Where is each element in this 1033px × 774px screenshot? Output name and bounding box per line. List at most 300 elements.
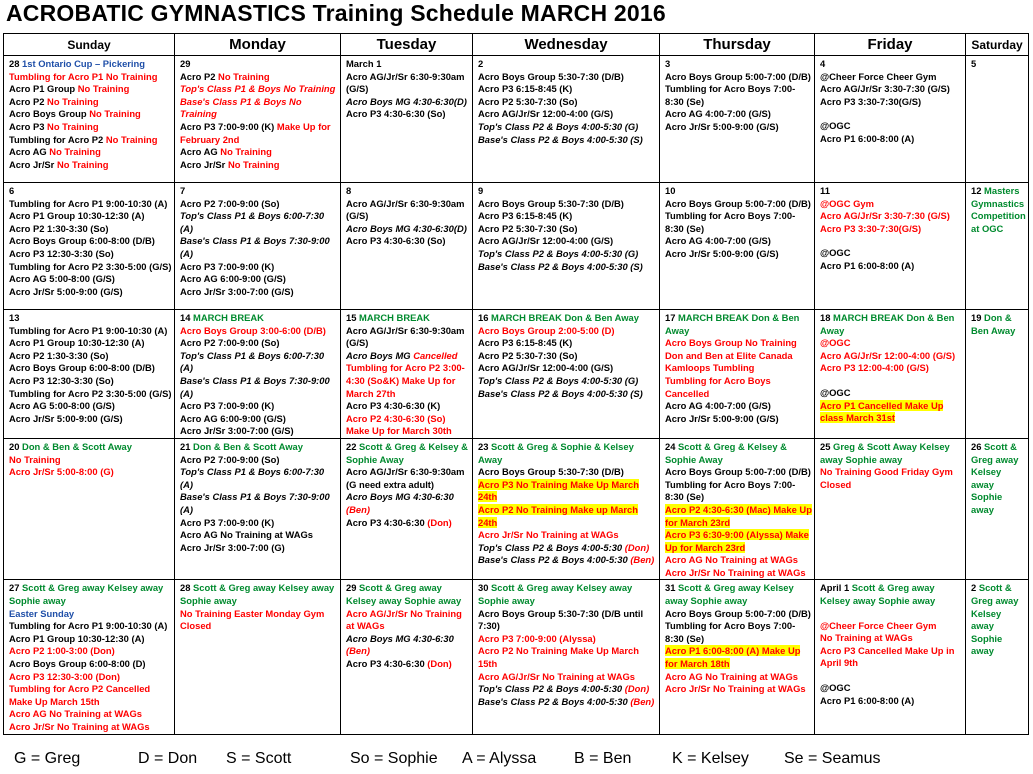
entry-text: No Training Good Friday Gym Closed — [820, 466, 953, 490]
day-cell-wednesday — [473, 438, 660, 580]
entry-text: 27 — [9, 582, 23, 594]
entry-text: Acro AG/Jr/Sr 12:00-4:00 (G/S) — [478, 108, 614, 120]
coach-legend — [14, 750, 884, 768]
entry-text: Acro Jr/Sr — [9, 158, 57, 170]
schedule-entry — [478, 198, 657, 211]
day-number-line — [820, 185, 963, 198]
entry-text: Base's Class P1 & Boys 7:30-9:00 (A) — [180, 235, 330, 259]
schedule-entry — [180, 235, 338, 260]
entry-text: No Training — [9, 453, 61, 465]
legend-item: D = Don — [138, 750, 198, 767]
entry-text: 4 — [820, 58, 826, 69]
entry-text: Acro AG/Jr/Sr — [478, 670, 543, 682]
schedule-entry — [180, 159, 338, 172]
week-row — [4, 310, 1029, 439]
schedule-entry — [820, 350, 963, 363]
day-number-line — [9, 441, 172, 454]
schedule-entry — [9, 223, 172, 236]
day-cell-sunday — [4, 56, 175, 183]
entry-text: Base's Class P2 & Boys 4:00-5:30 (S) — [478, 133, 643, 145]
day-number-line — [820, 582, 963, 607]
entry-text: Tumbling for Acro P2 Cancelled Make Up March 15th — [9, 683, 151, 707]
schedule-entry — [180, 529, 338, 542]
day-number-line — [478, 441, 657, 466]
schedule-entry — [180, 608, 338, 633]
schedule-entry — [478, 337, 657, 350]
entry-text: Acro P3 6:15-8:45 (K) — [478, 210, 573, 222]
schedule-entry — [180, 466, 338, 491]
schedule-entry — [180, 273, 338, 286]
entry-text: Acro Boys Group 5:00-7:00 (D/B) — [665, 466, 811, 478]
day-number-line — [478, 312, 657, 325]
schedule-entry — [9, 83, 172, 96]
entry-text: No Training — [47, 95, 99, 107]
entry-text: No Training at WAGs — [220, 529, 314, 541]
entry-text: Acro P2 1:30-3:30 (So) — [9, 349, 109, 361]
entry-text: Acro P1 6:00-8:00 (A) — [820, 132, 915, 144]
legend-item: Se = Seamus — [784, 750, 881, 767]
entry-text: Acro Jr/Sr 5:00-9:00 (G/S) — [665, 412, 779, 424]
entry-text: Acro Boys Group 5:30-7:30 (D/B) — [478, 197, 624, 209]
entry-text: Acro P3 7:00-9:00 (Alyssa) — [478, 632, 596, 644]
schedule-entry — [478, 134, 657, 147]
schedule-entry — [478, 554, 657, 567]
entry-text: Top's Class P2 & Boys 4:00-5:30 (G) — [478, 120, 639, 132]
entry-text: Acro AG/Jr/Sr 12:00-4:00 (G/S) — [478, 362, 614, 374]
entry-text: (Don) — [624, 541, 650, 553]
schedule-entry — [9, 248, 172, 261]
schedule-entry — [9, 198, 172, 211]
day-number-line — [971, 582, 1026, 658]
entry-text: Acro P3 6:15-8:45 (K) — [478, 337, 573, 349]
schedule-entry — [478, 388, 657, 401]
schedule-entry — [820, 632, 963, 645]
day-cell-monday — [175, 438, 341, 580]
schedule-entry — [9, 337, 172, 350]
entry-text: Acro Jr/Sr — [9, 721, 57, 732]
entry-text: Scott & Greg & Kelsey & Sophie Away — [665, 440, 787, 465]
schedule-entry — [346, 517, 470, 530]
entry-text: Acro Boys MG 4:30-6:30(D) — [346, 222, 467, 234]
schedule-entry — [346, 96, 470, 109]
day-cell-thursday — [660, 580, 815, 734]
schedule-entry — [665, 83, 812, 108]
schedule-entry — [9, 375, 172, 388]
entry-text: Acro AG — [9, 708, 50, 720]
entry-text: Acro Jr/Sr 5:00-8:00 (G) — [9, 466, 114, 478]
day-cell-monday — [175, 580, 341, 734]
entry-text: (Ben) — [346, 503, 370, 515]
schedule-entry — [9, 210, 172, 223]
entry-text: Greg & Scott Away Kelsey away Sophie away — [820, 440, 950, 465]
schedule-entry — [180, 83, 338, 96]
entry-text: 22 — [346, 440, 360, 452]
entry-text: Acro AG 5:00-8:00 (G/S) — [9, 273, 115, 285]
entry-text: Acro P3 7:00-9:00 (K) — [180, 516, 275, 528]
entry-text: Acro Boys MG 4:30-6:30(D) — [346, 95, 467, 107]
week-row — [4, 438, 1029, 580]
schedule-entry — [180, 375, 338, 400]
day-cell-saturday — [966, 310, 1029, 439]
schedule-entry — [9, 146, 172, 159]
day-number-line — [478, 185, 657, 198]
schedule-entry — [180, 261, 338, 274]
day-number-line — [665, 58, 812, 71]
schedule-entry — [180, 96, 338, 121]
schedule-entry — [346, 223, 470, 236]
entry-text: No Training — [218, 70, 270, 82]
schedule-entry — [820, 337, 963, 350]
schedule-entry — [180, 71, 338, 84]
schedule-entry — [9, 235, 172, 248]
weekday-header-thursday: Thursday — [660, 34, 815, 56]
schedule-entry — [478, 83, 657, 96]
entry-text: Acro AG — [665, 554, 706, 566]
entry-text: Acro Boys MG 4:30-6:30 — [346, 491, 454, 503]
entry-text: No Training at WAGs — [525, 529, 619, 541]
schedule-entry — [9, 134, 172, 147]
entry-text: Cancelled — [665, 387, 710, 399]
schedule-entry — [478, 325, 657, 338]
schedule-entry — [346, 633, 470, 658]
schedule-entry — [665, 121, 812, 134]
schedule-entry — [346, 71, 470, 96]
entry-text: 1st Ontario Cup – Pickering — [22, 58, 145, 69]
day-number-line — [180, 185, 338, 198]
entry-text: No Training — [105, 133, 158, 145]
schedule-entry — [346, 325, 470, 350]
entry-text: Base's Class P1 & Boys 7:30-9:00 (A) — [180, 491, 330, 515]
entry-text: Tumbling for Acro P2 — [9, 133, 106, 145]
day-number-line — [971, 185, 1026, 235]
calendar-body — [4, 56, 1029, 735]
entry-text: 25 — [820, 440, 834, 452]
entry-text: Tumbling for Acro P2 3:00-4:30 (So&K) Make Up for March 27th — [346, 362, 465, 399]
schedule-entry — [820, 133, 963, 146]
day-number-line — [971, 441, 1026, 517]
schedule-entry — [478, 608, 657, 633]
day-cell-saturday — [966, 438, 1029, 580]
entry-text: 14 — [180, 312, 194, 323]
day-number-line — [9, 185, 172, 198]
entry-text: MARCH BREAK Don & Ben Away — [665, 312, 800, 336]
entry-text: 29 — [180, 58, 191, 69]
schedule-entry — [820, 120, 963, 133]
schedule-entry — [665, 671, 812, 684]
entry-text: 8 — [346, 185, 352, 196]
schedule-entry — [665, 400, 812, 413]
schedule-entry — [820, 645, 963, 670]
schedule-entry — [478, 121, 657, 134]
schedule-entry — [820, 387, 963, 400]
schedule-entry — [478, 248, 657, 261]
schedule-entry — [180, 542, 338, 555]
entry-text: Acro Jr/Sr 5:00-9:00 (G/S) — [9, 285, 123, 297]
entry-text: Acro Boys Group 3:00-6:00 (D/B) — [180, 324, 326, 336]
entry-text: Tumbling for Acro P1 9:00-10:30 (A) — [9, 324, 168, 336]
day-number-line — [665, 582, 812, 607]
entry-text: Acro P3 6:30-9:00 (Alyssa) Make Up for March 23rd — [665, 529, 809, 553]
day-cell-monday — [175, 183, 341, 310]
schedule-entry — [820, 670, 963, 682]
entry-text: No Training — [227, 158, 280, 170]
entry-text: Acro P1 6:00-8:00 (A) — [820, 259, 915, 271]
entry-text: Tumbling for Acro Boys 7:00-8:30 (Se) — [665, 478, 796, 503]
entry-text: No Training — [47, 120, 99, 132]
schedule-entry — [346, 350, 470, 363]
entry-text: 28 — [180, 582, 194, 594]
schedule-entry — [180, 350, 338, 375]
entry-text: No Training at WAGs — [820, 632, 913, 644]
entry-text: Acro Boys Group — [9, 108, 90, 120]
schedule-entry — [478, 96, 657, 109]
schedule-entry — [9, 362, 172, 375]
entry-text: 9 — [478, 185, 484, 196]
schedule-entry — [9, 620, 172, 633]
entry-text: Acro Boys Group 5:30-7:30 (D/B) — [478, 466, 624, 478]
day-number-line — [820, 441, 963, 466]
week-row — [4, 183, 1029, 310]
schedule-entry — [665, 645, 812, 670]
entry-text: 31 — [665, 582, 679, 594]
entry-text: Acro P1 6:00-8:00 (A) — [820, 694, 915, 706]
day-cell-wednesday — [473, 56, 660, 183]
schedule-entry — [346, 413, 470, 438]
schedule-entry — [346, 466, 470, 491]
entry-text: Top's Class P1 & Boys 6:00-7:30 (A) — [180, 210, 325, 234]
entry-text: No Training — [89, 108, 141, 120]
entry-text: Acro AG — [665, 670, 706, 682]
schedule-entry — [665, 337, 812, 375]
schedule-entry — [820, 695, 963, 708]
day-cell-tuesday — [341, 56, 473, 183]
schedule-entry — [9, 388, 172, 401]
schedule-entry — [180, 286, 338, 299]
schedule-entry — [346, 608, 470, 633]
day-cell-friday — [815, 438, 966, 580]
entry-text: Acro P3 — [9, 120, 48, 132]
entry-text: Acro Jr/Sr — [478, 529, 526, 541]
entry-text: Top's Class P2 & Boys 4:00-5:30 (G) — [478, 374, 639, 386]
schedule-entry — [478, 696, 657, 709]
entry-text: Top's Class P1 & Boys 6:00-7:30 (A) — [180, 466, 325, 490]
schedule-entry — [820, 83, 963, 96]
day-cell-saturday — [966, 183, 1029, 310]
weekday-header-tuesday: Tuesday — [341, 34, 473, 56]
day-number-line — [820, 312, 963, 337]
entry-text: Top's Class P1 & Boys No Training — [180, 83, 336, 95]
entry-text: MARCH BREAK — [193, 312, 264, 323]
entry-text: Acro P1 Group 10:30-12:30 (A) — [9, 210, 145, 222]
entry-text: Don & Ben & Scott Away — [193, 440, 303, 452]
entry-text: No Training at WAGs — [542, 670, 635, 682]
schedule-entry — [820, 71, 963, 84]
entry-text: @Cheer Force Cheer Gym — [820, 619, 937, 631]
day-number-line — [180, 582, 338, 607]
entry-text: Acro P2 7:00-9:00 (So) — [180, 453, 280, 465]
entry-text: Acro P1 Group 10:30-12:30 (A) — [9, 632, 145, 644]
schedule-entry — [9, 608, 172, 621]
day-cell-friday — [815, 183, 966, 310]
day-cell-friday — [815, 310, 966, 439]
schedule-entry — [478, 529, 657, 542]
schedule-entry — [346, 658, 470, 671]
day-cell-sunday — [4, 438, 175, 580]
schedule-entry — [820, 620, 963, 633]
entry-text: Top's Class P2 & Boys 4:00-5:30 (G) — [478, 247, 639, 259]
legend-item: So = Sophie — [350, 750, 438, 767]
entry-text: No Training at WAGs — [712, 566, 806, 578]
entry-text: Tumbling for Acro P1 9:00-10:30 (A) — [9, 620, 168, 632]
legend-item: A = Alyssa — [462, 750, 537, 767]
entry-text: 7 — [180, 185, 186, 196]
entry-text: Scott & Greg away Kelsey away Sophie away — [346, 582, 462, 607]
schedule-entry — [346, 362, 470, 400]
entry-text: Acro P2 7:00-9:00 (So) — [180, 337, 280, 349]
day-cell-sunday — [4, 183, 175, 310]
entry-text: Acro Boys Group 5:30-7:30 (D/B until 7:30) — [478, 607, 644, 632]
schedule-entry — [820, 108, 963, 120]
schedule-entry — [9, 683, 172, 708]
entry-text: Acro AG 6:00-9:00 (G/S) — [180, 273, 286, 285]
entry-text: Don & Ben & Scott Away — [22, 440, 132, 452]
legend-item: B = Ben — [574, 750, 632, 767]
day-cell-wednesday — [473, 310, 660, 439]
schedule-entry — [665, 375, 812, 400]
entry-text: (Ben) — [346, 645, 370, 657]
entry-text: Acro AG/Jr/Sr — [346, 607, 411, 619]
day-cell-wednesday — [473, 183, 660, 310]
entry-text: No Training — [56, 158, 109, 170]
schedule-entry — [820, 235, 963, 247]
entry-text: 2 — [971, 582, 979, 594]
schedule-entry — [478, 466, 657, 479]
day-cell-thursday — [660, 310, 815, 439]
day-number-line — [346, 185, 470, 198]
entry-text: Acro Boys Group 6:00-8:00 (D/B) — [9, 362, 155, 374]
entry-text: Acro P3 12:30-3:30 (So) — [9, 374, 114, 386]
entry-text: Acro AG/Jr/Sr 12:00-4:00 (G/S) — [478, 235, 614, 247]
schedule-calendar — [3, 33, 1029, 735]
entry-text: Acro P3 6:15-8:45 (K) — [478, 83, 573, 95]
day-number-line — [971, 312, 1026, 337]
day-number-line — [665, 185, 812, 198]
schedule-entry — [478, 683, 657, 696]
schedule-entry — [820, 223, 963, 236]
schedule-entry — [9, 261, 172, 274]
entry-text: Acro Boys MG — [346, 349, 414, 361]
schedule-entry — [665, 479, 812, 504]
entry-text: Acro AG/Jr/Sr 3:30-7:30 (G/S) — [820, 83, 950, 95]
schedule-entry — [180, 337, 338, 350]
entry-text: 10 — [665, 185, 676, 196]
entry-text: Cancelled — [413, 349, 458, 361]
entry-text: @OGC Gym — [820, 197, 874, 209]
day-cell-thursday — [660, 438, 815, 580]
schedule-entry — [180, 146, 338, 159]
entry-text: Acro P3 12:30-3:00 (Don) — [9, 670, 120, 682]
entry-text: April 1 — [820, 582, 852, 594]
entry-text: Base's Class P1 & Boys No Training — [180, 95, 302, 120]
entry-text: No Training Easter Monday Gym Closed — [180, 607, 325, 632]
entry-text: @Cheer Force Cheer Gym — [820, 70, 937, 82]
schedule-entry — [9, 645, 172, 658]
entry-text: Acro Boys MG 4:30-6:30 — [346, 632, 454, 644]
entry-text: No Training at WAGs — [49, 708, 143, 720]
entry-text: Scott & Greg away Kelsey away Sophie away — [971, 582, 1019, 657]
day-number-line — [346, 58, 470, 71]
entry-text: Acro P3 4:30-6:30 — [346, 658, 428, 670]
entry-text: Acro Boys Group 5:00-7:00 (D/B) — [665, 197, 811, 209]
schedule-entry — [346, 235, 470, 248]
schedule-entry — [820, 608, 963, 620]
schedule-entry — [9, 286, 172, 299]
day-cell-sunday — [4, 580, 175, 734]
entry-text: 30 — [478, 582, 492, 594]
schedule-entry — [478, 350, 657, 363]
schedule-entry — [9, 350, 172, 363]
entry-text: Acro P3 No Training Make Up March 24th — [478, 478, 639, 503]
entry-text: Acro Jr/Sr 3:00-7:00 (G/S) — [180, 285, 294, 297]
schedule-entry — [665, 620, 812, 645]
entry-text: @OGC — [820, 247, 851, 259]
entry-text: Acro P1 Group 10:30-12:30 (A) — [9, 337, 145, 349]
schedule-entry — [478, 671, 657, 684]
day-cell-friday — [815, 56, 966, 183]
entry-text: Acro AG/Jr/Sr 6:30-9:30am (G need extra adult) — [346, 466, 465, 490]
entry-text: Acro Boys Group 2:00-5:00 (D) — [478, 324, 615, 336]
schedule-entry — [478, 479, 657, 504]
day-cell-tuesday — [341, 438, 473, 580]
entry-text: (Ben) — [630, 554, 655, 566]
entry-text: No Training at WAGs — [346, 607, 462, 632]
day-number-line — [9, 582, 172, 607]
schedule-entry — [665, 567, 812, 580]
entry-text: Acro AG/Jr/Sr 6:30-9:30am (G/S) — [346, 70, 465, 95]
entry-text: Base's Class P2 & Boys 4:00-5:30 (S) — [478, 260, 643, 272]
schedule-entry — [180, 121, 338, 146]
schedule-entry — [9, 721, 172, 734]
entry-text: Acro Jr/Sr 3:00-7:00 (G) — [180, 541, 285, 553]
entry-text: No Training Make Up March 15th — [478, 645, 639, 670]
schedule-entry — [9, 108, 172, 121]
schedule-entry — [820, 247, 963, 260]
entry-text: Acro P3 4:30-6:30 — [346, 516, 428, 528]
schedule-entry — [478, 542, 657, 555]
entry-text: Acro P3 7:00-9:00 (K) — [180, 120, 277, 132]
schedule-entry — [9, 325, 172, 338]
schedule-entry — [346, 400, 470, 413]
schedule-entry — [180, 413, 338, 426]
schedule-entry — [180, 491, 338, 516]
schedule-entry — [478, 235, 657, 248]
entry-text: 15 — [346, 312, 360, 323]
entry-text: 26 — [971, 440, 985, 452]
entry-text: 12 — [971, 185, 985, 196]
entry-text: Acro Boys Group 5:30-7:30 (D/B) — [478, 70, 624, 82]
entry-text: Tumbling for Acro P1 No Training — [9, 70, 158, 82]
schedule-entry — [478, 71, 657, 84]
entry-text: Acro P2 5:30-7:30 (So) — [478, 349, 578, 361]
schedule-entry — [820, 260, 963, 273]
week-row — [4, 580, 1029, 734]
entry-text: Easter Sunday — [9, 607, 75, 619]
entry-text: Acro P2 7:00-9:00 (So) — [180, 197, 280, 209]
entry-text: Masters Gymnastics Competition at OGC — [971, 185, 1026, 234]
entry-text: 6 — [9, 185, 15, 196]
entry-text: 20 — [9, 440, 23, 452]
entry-text: 19 — [971, 312, 985, 323]
